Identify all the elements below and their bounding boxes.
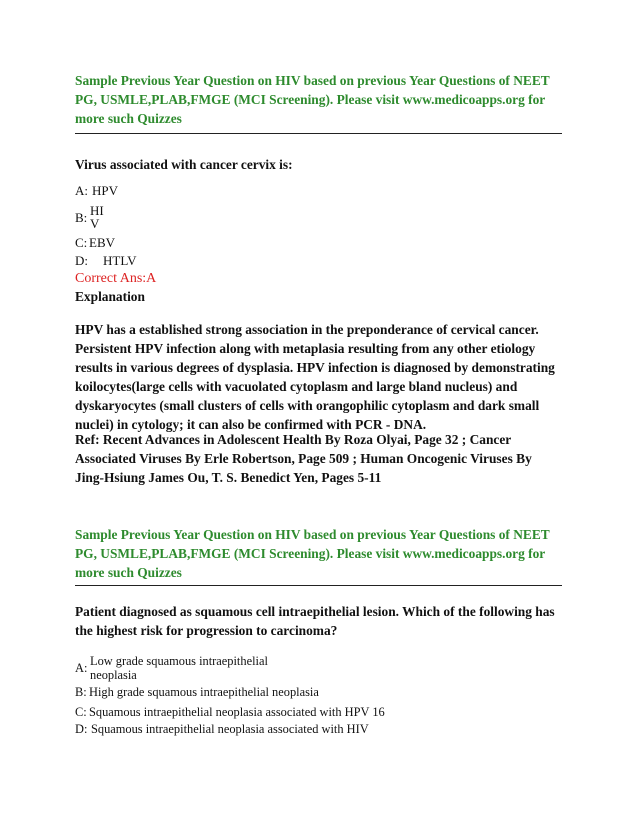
- option-a: [75, 654, 268, 682]
- option-letter: C:: [75, 705, 87, 719]
- option-text: HTLV: [103, 253, 137, 268]
- option-b: [75, 204, 104, 230]
- option-letter: A:: [75, 183, 88, 198]
- question-1: Virus associated with cancer cervix is:: [75, 157, 293, 172]
- option-text: [90, 654, 268, 682]
- option-d: [75, 722, 369, 736]
- option-c: [75, 236, 115, 250]
- option-text: Squamous intraepithelial neoplasia associated with HPV 16: [89, 705, 385, 719]
- option-text-line: Low grade squamous intraepithelial: [90, 654, 268, 668]
- correct-answer: Correct Ans:A: [75, 271, 157, 286]
- reference-text: Ref: Recent Advances in Adolescent Health By Roza Olyai, Page 32 ; Cancer Associated Viruses By Erle Robertson, Page 509 ; Human Oncogenic Viruses By Jing-Hsiung James Ou, T. S. Benedict Yen, Pages 5-11: [75, 432, 532, 485]
- option-text: [90, 204, 104, 230]
- option-text-line: V: [90, 216, 100, 231]
- option-text-line: HI: [90, 203, 104, 218]
- option-d: [75, 254, 136, 268]
- option-letter: A:: [75, 661, 88, 675]
- option-a: [75, 184, 118, 198]
- option-letter: D:: [75, 253, 88, 268]
- option-text: HPV: [92, 183, 119, 198]
- option-letter: B:: [75, 685, 87, 699]
- quiz-header-1: Sample Previous Year Question on HIV based on previous Year Questions of NEET PG, USMLE,PLAB,FMGE (MCI Screening). Please visit www.medicoapps.org for more such Quizzes: [75, 73, 550, 126]
- divider-2: [75, 585, 562, 586]
- explanation-text: HPV has a established strong association in the preponderance of cervical cancer. Persistent HPV infection along with metaplasia resulting from any other etiology results in various degrees of dysplasia. HPV infection is diagnosed by demonstrating koilocytes(large cells with vacuolated cytoplasm and large bland nucleus) and dyskaryocytes (small clusters of cells with orangophilic cytoplasm and dark small nuclei) in cytology; it can also be confirmed with PCR - DNA.: [75, 322, 555, 432]
- explanation-title: Explanation: [75, 289, 145, 304]
- option-text: High grade squamous intraepithelial neoplasia: [89, 685, 319, 699]
- option-b: [75, 685, 319, 699]
- option-letter: D:: [75, 722, 88, 736]
- option-text: Squamous intraepithelial neoplasia associated with HIV: [91, 722, 369, 736]
- option-text-line: neoplasia: [90, 668, 137, 682]
- question-2: Patient diagnosed as squamous cell intraepithelial lesion. Which of the following has the highest risk for progression to carcinoma?: [75, 604, 555, 638]
- option-text: EBV: [89, 235, 115, 250]
- option-letter: B:: [75, 209, 88, 225]
- option-letter: C:: [75, 235, 88, 250]
- divider-1: [75, 133, 562, 134]
- option-c: [75, 705, 385, 719]
- quiz-header-2: Sample Previous Year Question on HIV based on previous Year Questions of NEET PG, USMLE,PLAB,FMGE (MCI Screening). Please visit www.medicoapps.org for more such Quizzes: [75, 527, 550, 580]
